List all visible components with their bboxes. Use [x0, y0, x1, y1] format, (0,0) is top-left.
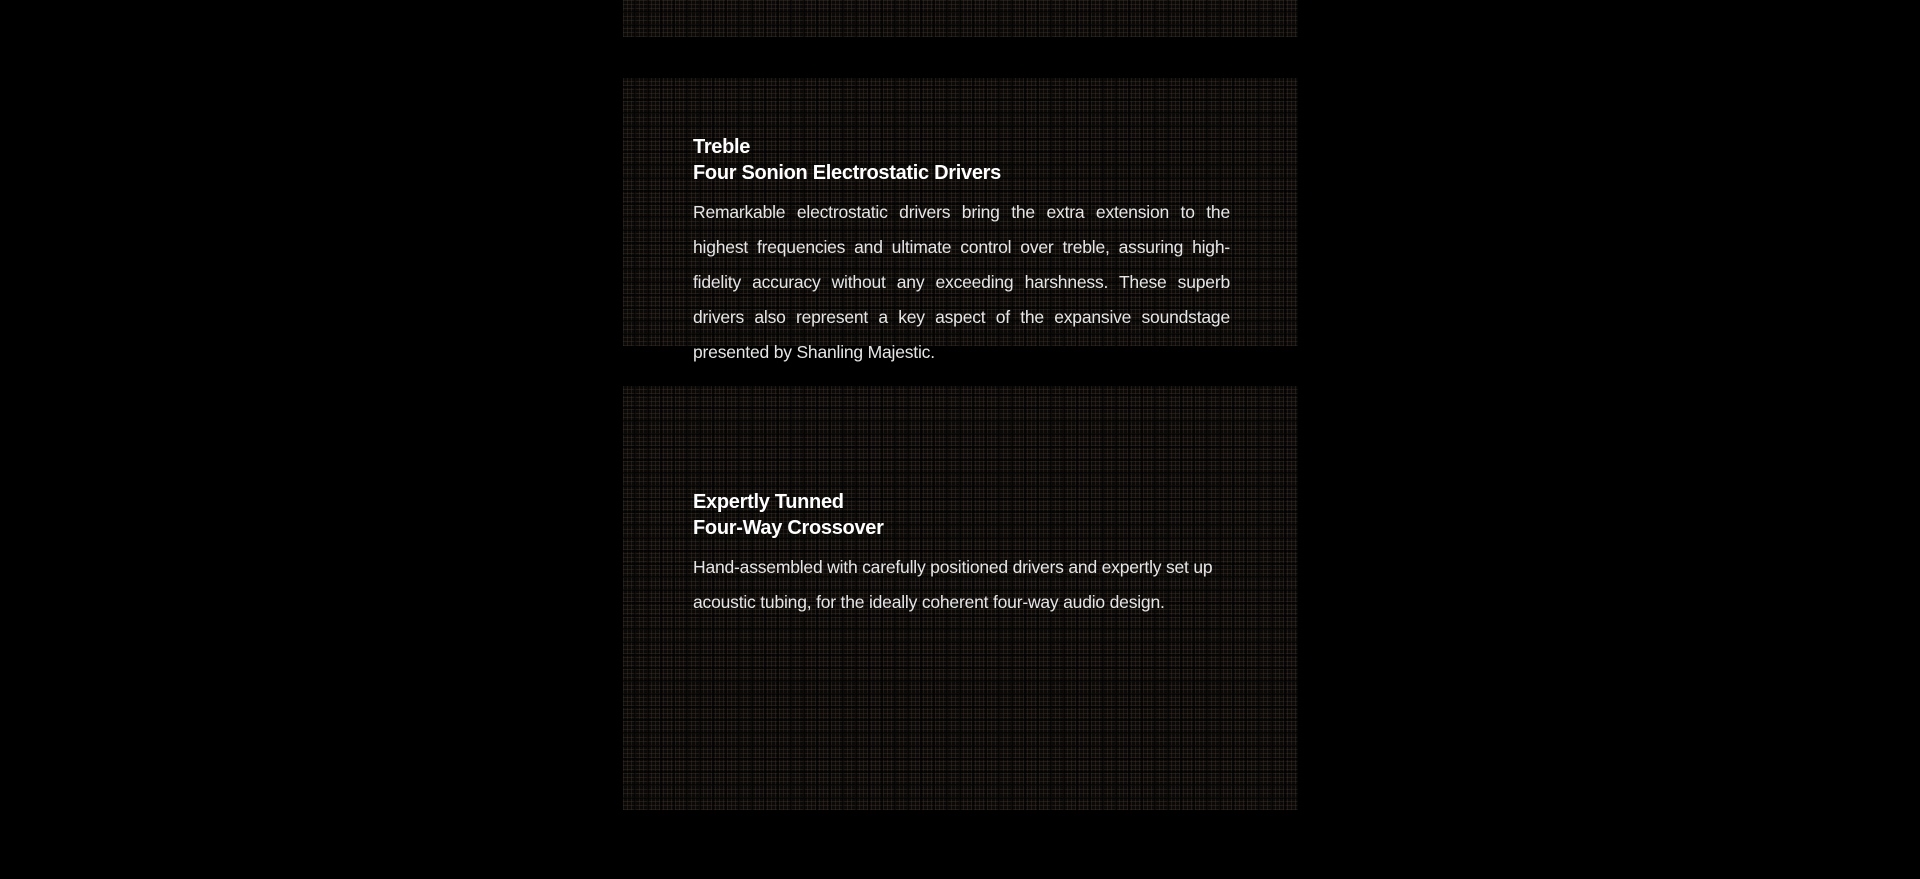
crossover-description: Hand-assembled with carefully positioned drivers and expertly set up acoustic tubing, for the ideally coherent four-way audio design. [693, 557, 1213, 612]
treble-heading [693, 134, 1230, 186]
crossover-section [693, 489, 1230, 620]
treble-heading-line1: Treble [693, 136, 751, 158]
crossover-heading [693, 489, 1230, 541]
treble-section [693, 134, 1230, 370]
crossover-heading-line1: Expertly Tunned [693, 491, 844, 513]
treble-heading-line2: Four Sonion Electrostatic Drivers [693, 162, 1001, 184]
treble-description: Remarkable electrostatic drivers bring the extra extension to the highest frequencies and ultimate control over treble, assuring high-fidelity accuracy without any exceeding harshness. These superb drivers also represent a key aspect of the expansive soundstage presented by Shanling Majestic. [693, 202, 1230, 362]
fret-pattern-band-top [623, 0, 1298, 37]
crossover-heading-line2: Four-Way Crossover [693, 517, 884, 539]
